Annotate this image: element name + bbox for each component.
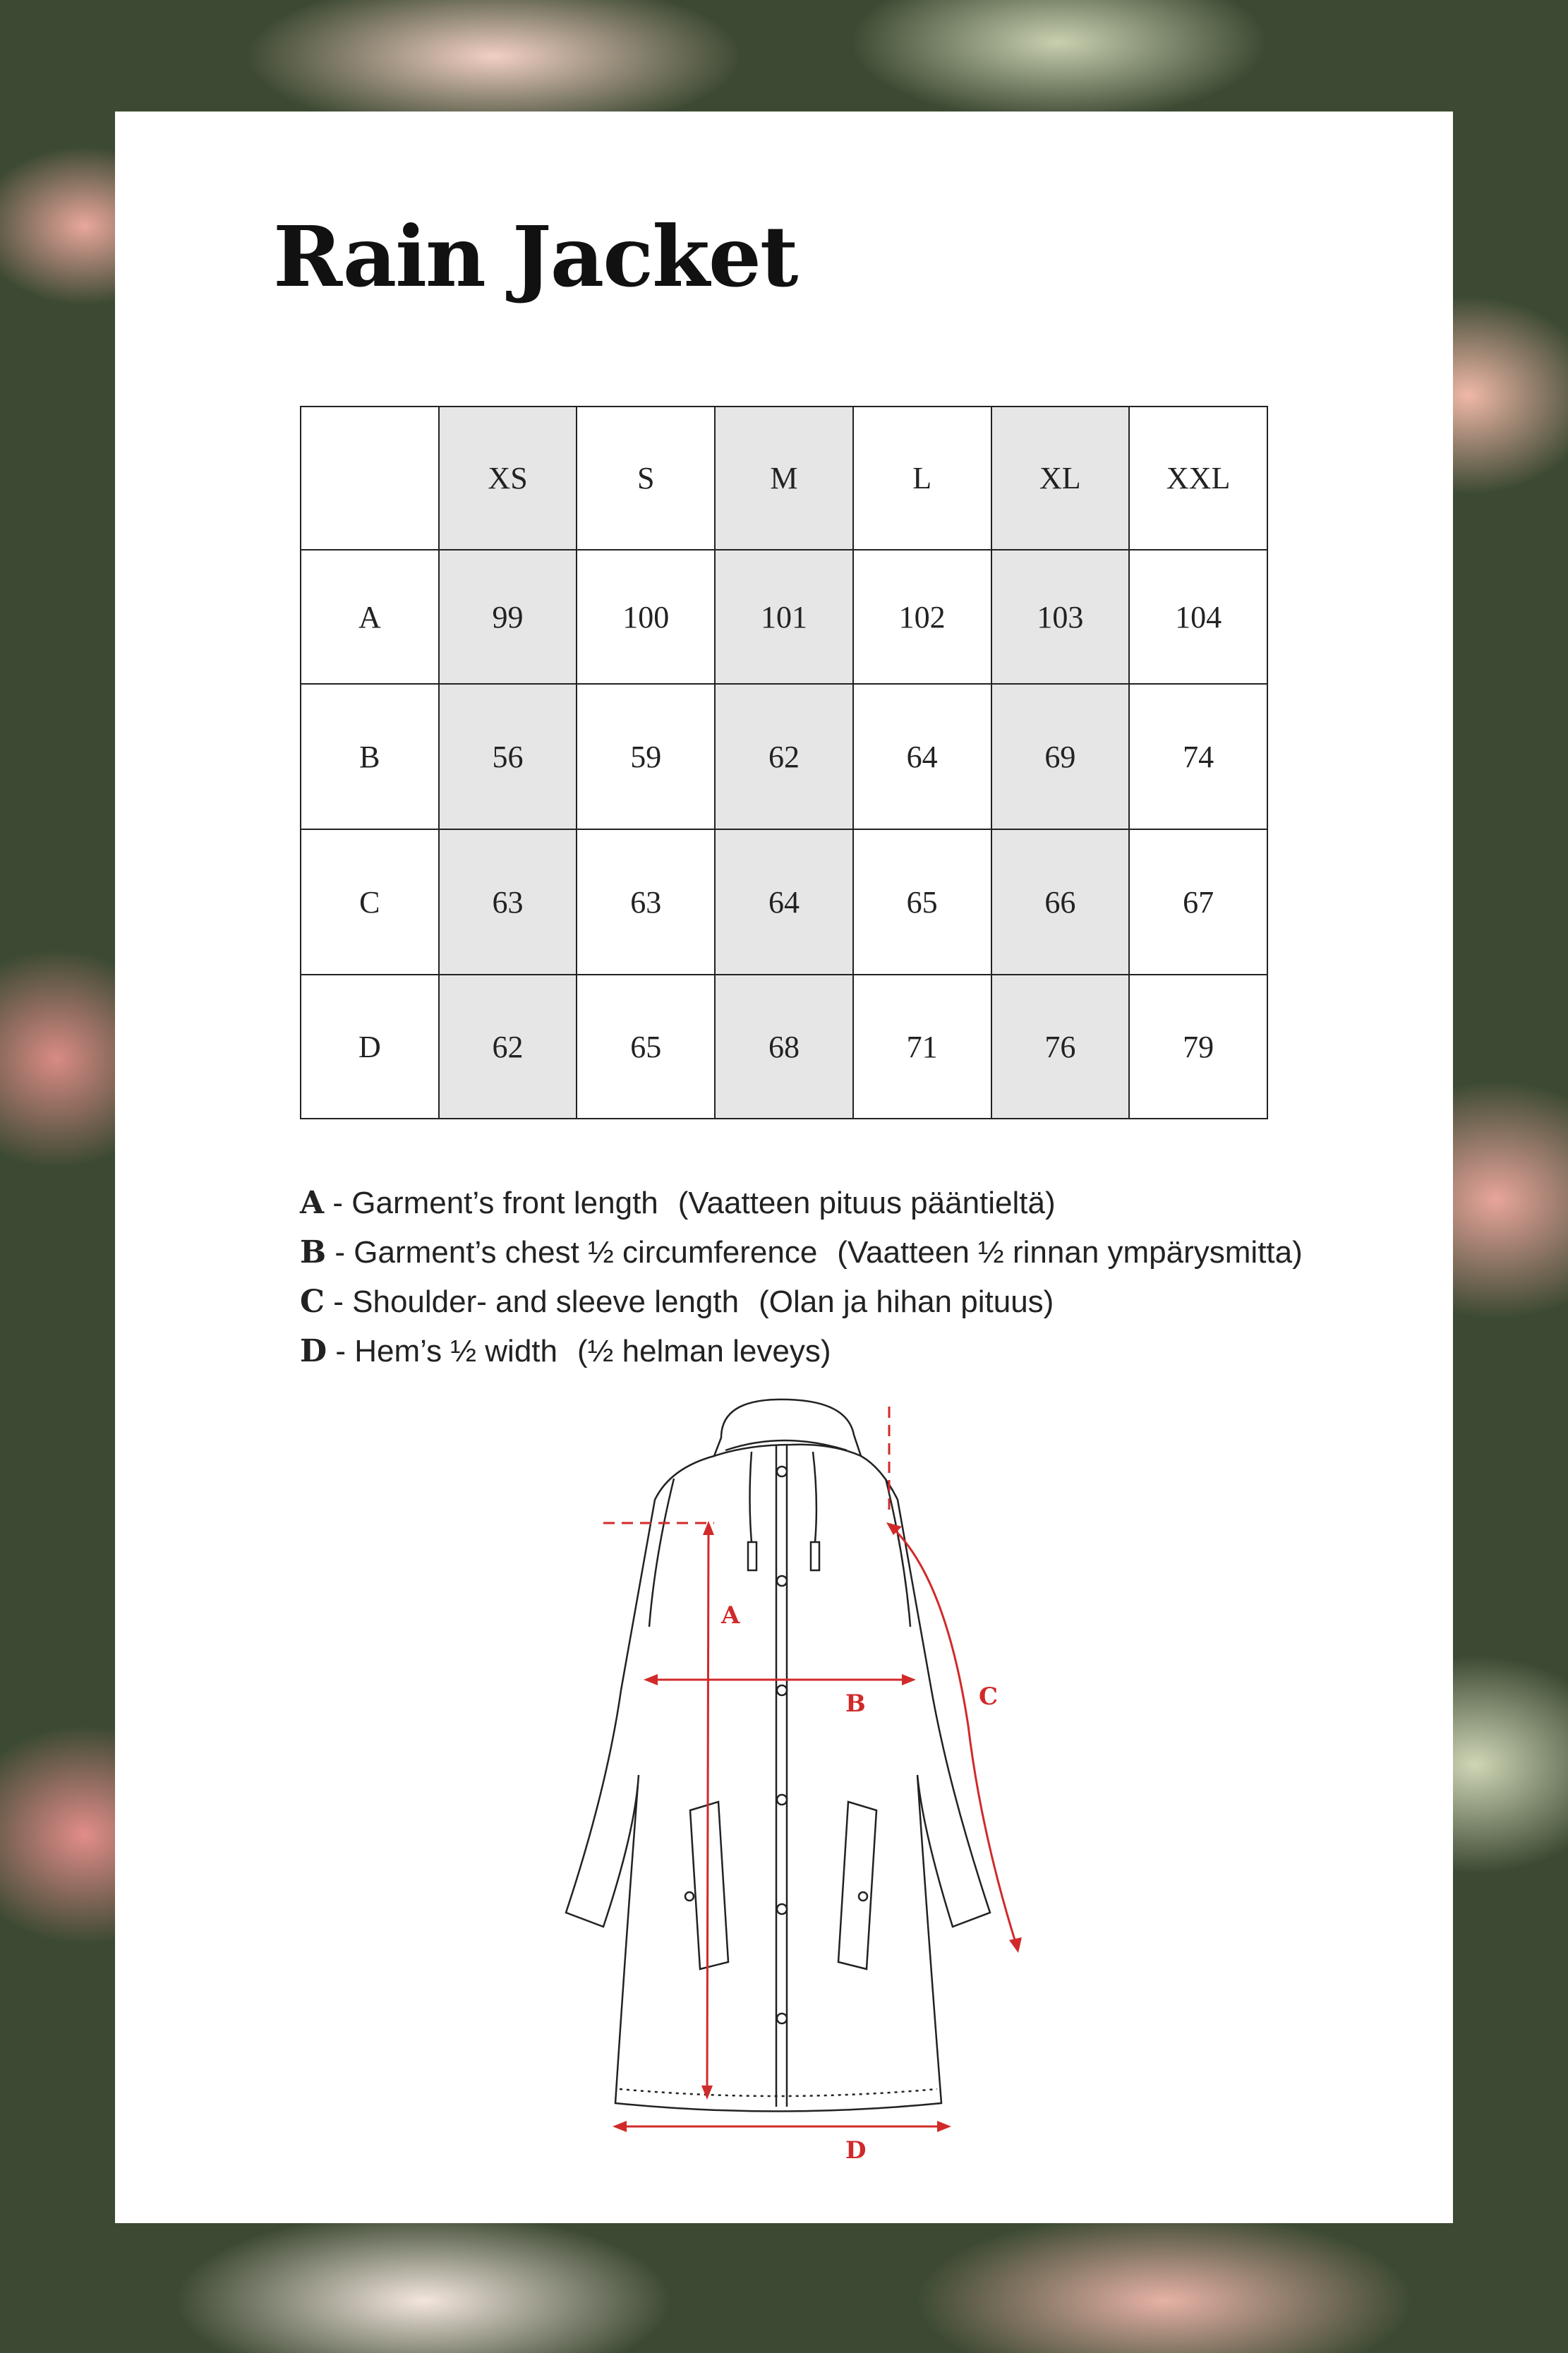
size-table [300, 406, 1268, 1119]
size-header-m: M [715, 407, 853, 550]
row-label: D [301, 975, 439, 1119]
jacket-outline [566, 1400, 990, 2112]
legend-translation: (Olan ja hihan pituus) [759, 1284, 1054, 1319]
legend-translation: (Vaatteen ½ rinnan ympärysmitta) [837, 1235, 1303, 1270]
placket [776, 1445, 787, 2107]
table-cell: 99 [439, 550, 577, 684]
row-label: B [301, 684, 439, 829]
table-cell: 56 [439, 684, 577, 829]
table-cell: 66 [991, 829, 1130, 975]
page-title: Rain Jacket [273, 207, 797, 306]
left-sleeve-seam [649, 1479, 674, 1627]
snap-button [777, 1467, 787, 1476]
snap-button [859, 1892, 867, 1901]
table-cell: 65 [853, 829, 991, 975]
measure-c-label: C [979, 1683, 999, 1711]
legend-text: - Garment’s chest ½ circumference [326, 1235, 818, 1270]
legend-key: B [300, 1234, 327, 1270]
snap-button [777, 1576, 787, 1586]
size-header-xs: XS [439, 407, 577, 550]
table-cell: 71 [853, 975, 991, 1119]
legend-translation: (½ helman leveys) [577, 1334, 831, 1368]
hem-stitch [620, 2089, 937, 2096]
table-row [301, 975, 1267, 1119]
table-cell: 74 [1129, 684, 1267, 829]
table-cell: 101 [715, 550, 853, 684]
arrowhead [613, 2121, 627, 2132]
legend-text: - Garment’s front length [324, 1186, 658, 1220]
table-cell: 69 [991, 684, 1130, 829]
legend-translation: (Vaatteen pituus pääntieltä) [677, 1186, 1056, 1220]
snap-button [777, 2014, 787, 2023]
drawcord-left [748, 1452, 756, 1570]
table-cell: 104 [1129, 550, 1267, 684]
table-cell: 68 [715, 975, 853, 1119]
row-label: C [301, 829, 439, 975]
snap-button [777, 1904, 787, 1914]
table-cell: 59 [577, 684, 715, 829]
table-cell: 76 [991, 975, 1130, 1119]
table-cell: 62 [715, 684, 853, 829]
table-cell: 67 [1129, 829, 1267, 975]
measure-c-line [891, 1527, 1016, 1944]
measure-a-label: A [721, 1601, 740, 1630]
measure-b-label: B [845, 1690, 866, 1718]
legend-key: A [300, 1185, 325, 1221]
table-cell: 103 [991, 550, 1130, 684]
arrowhead [886, 1522, 902, 1535]
table-cell: 65 [577, 975, 715, 1119]
row-label: A [301, 550, 439, 684]
arrowhead [1009, 1937, 1022, 1953]
size-header-l: L [853, 407, 991, 550]
legend-text: - Shoulder- and sleeve length [325, 1284, 740, 1319]
legend-key: C [300, 1284, 325, 1320]
pocket-left [690, 1802, 728, 1969]
measure-a-line [707, 1528, 708, 2093]
table-cell: 63 [439, 829, 577, 975]
table-cell: 100 [577, 550, 715, 684]
measurement-arrowheads [613, 1521, 1022, 2132]
legend-item [300, 1179, 1303, 1228]
measurement-legend [300, 1179, 1303, 1376]
table-row [301, 684, 1267, 829]
size-header-xl: XL [991, 407, 1130, 550]
size-header-s: S [577, 407, 715, 550]
arrowhead [937, 2121, 951, 2132]
table-cell: 102 [853, 550, 991, 684]
legend-text: - Hem’s ½ width [327, 1334, 557, 1368]
snap-button [685, 1892, 694, 1901]
legend-item [300, 1327, 1303, 1376]
table-cell: 64 [715, 829, 853, 975]
legend-item [300, 1277, 1303, 1327]
table-cell: 63 [577, 829, 715, 975]
table-header-row [301, 407, 1267, 550]
legend-key: D [300, 1333, 327, 1369]
jacket-measurement-diagram [536, 1394, 1030, 2170]
pocket-right [838, 1802, 876, 1969]
table-cell: 64 [853, 684, 991, 829]
size-header-xxl: XXL [1129, 407, 1267, 550]
arrowhead [902, 1674, 916, 1685]
table-row [301, 550, 1267, 684]
snap-button [777, 1685, 787, 1695]
snap-button [777, 1795, 787, 1805]
table-cell: 79 [1129, 975, 1267, 1119]
measure-d-label: D [845, 2136, 867, 2165]
jacket-body [566, 1456, 990, 2112]
legend-item [300, 1228, 1303, 1277]
table-corner-cell [301, 407, 439, 550]
arrowhead [701, 2086, 713, 2100]
table-row [301, 829, 1267, 975]
table-cell: 62 [439, 975, 577, 1119]
drawcord-right [811, 1452, 819, 1570]
arrowhead [644, 1674, 658, 1685]
